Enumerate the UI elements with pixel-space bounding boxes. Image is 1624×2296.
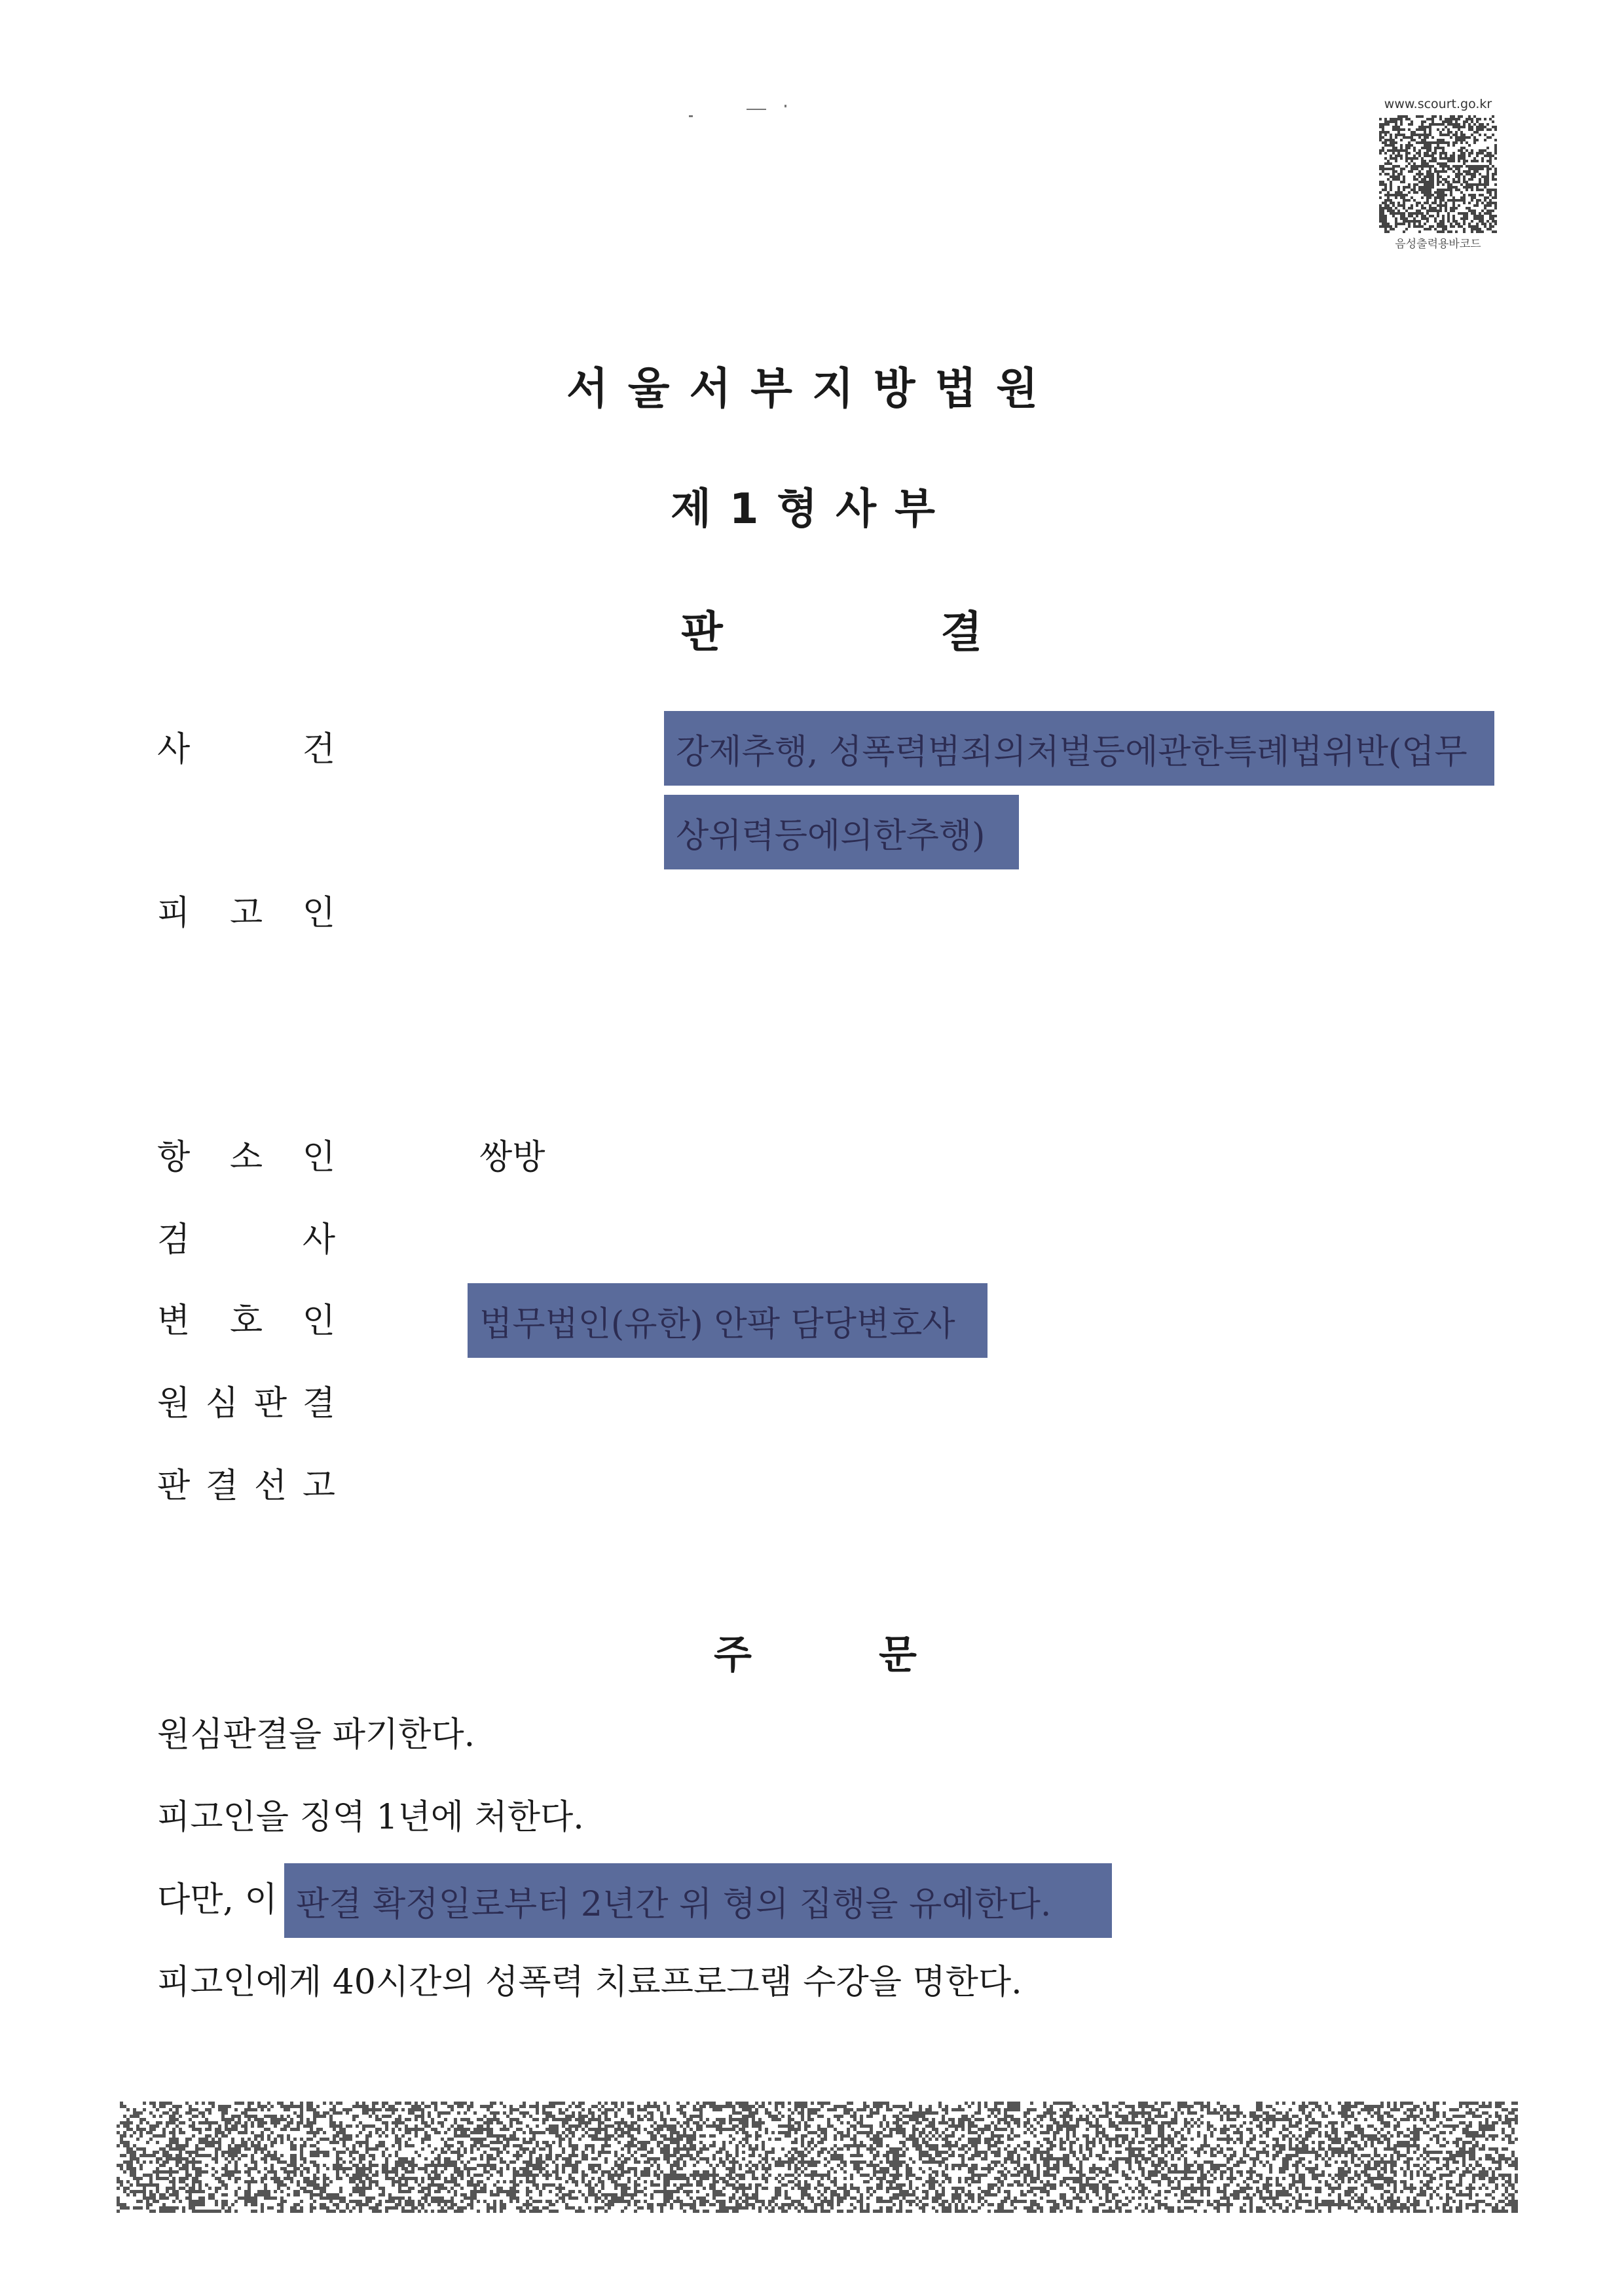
order-line-1: 원심판결을 파기한다. [157,1715,475,1755]
label-char: 검 [157,1220,191,1260]
judgment-char: 판 [681,607,723,657]
division-name: 제1형사부 [671,485,953,534]
qr-code-icon [1379,115,1497,233]
case-value-text: 상위력등에의한추행) [676,816,986,856]
label-char: 변 [157,1302,191,1341]
defendant-label [157,894,335,933]
label-char: 선 [253,1467,287,1506]
label-char: 사 [157,730,191,769]
qr-caption: 음성출력용바코드 [1395,238,1481,251]
appellant-value: 쌍방 [479,1138,545,1177]
label-char: 인 [302,1138,335,1177]
disposition-title-char: 문 [879,1632,917,1678]
case-value-line2 [664,795,1019,869]
label-char: 피 [157,894,191,933]
counsel-value [468,1283,987,1358]
order-line-3-redacted [284,1863,1112,1938]
disposition-title [714,1624,917,1680]
scan-speck [689,115,693,117]
label-char: 항 [157,1138,191,1177]
judgment-char: 결 [940,607,982,657]
case-value-line1 [664,711,1494,786]
sentencing-label [157,1467,335,1506]
label-char: 고 [302,1467,335,1506]
label-char: 심 [205,1384,239,1423]
qr-url: www.scourt.go.kr [1384,97,1492,111]
label-char: 결 [302,1384,335,1423]
label-char: 인 [302,1302,335,1341]
counsel-value-text: 법무법인(유한) 안팍 담당변호사 [479,1304,955,1344]
order-line-3-prefix: 다만, 이 [157,1880,278,1920]
court-name: 서울서부지방법원 [566,363,1058,414]
judgment-title [681,597,982,659]
footer-barcode-icon [117,2102,1518,2213]
label-char: 판 [253,1384,287,1423]
label-char: 호 [229,1302,263,1341]
prosecutor-label [157,1220,335,1260]
scan-speck [747,109,766,110]
label-char: 판 [157,1467,191,1506]
scan-speck [784,105,786,107]
label-char: 고 [229,894,263,933]
label-char: 소 [229,1138,263,1177]
appellant-label [157,1138,335,1177]
label-char: 원 [157,1384,191,1423]
disposition-title-char: 주 [714,1632,752,1678]
order-line-4: 피고인에게 40시간의 성폭력 치료프로그램 수강을 명한다. [157,1963,1022,2002]
counsel-label [157,1302,335,1341]
label-char: 사 [302,1220,335,1260]
case-label [157,730,335,769]
original-judgment-label [157,1384,335,1423]
order-line-2: 피고인을 징역 1년에 처한다. [157,1798,584,1837]
label-char: 결 [205,1467,239,1506]
case-value-text: 강제추행, 성폭력범죄의처벌등에관한특례법위반(업무 [676,732,1467,772]
label-char: 인 [302,894,335,933]
label-char: 건 [302,730,335,769]
order-line-3-text: 판결 확정일로부터 2년간 위 형의 집행을 유예한다. [296,1884,1052,1924]
